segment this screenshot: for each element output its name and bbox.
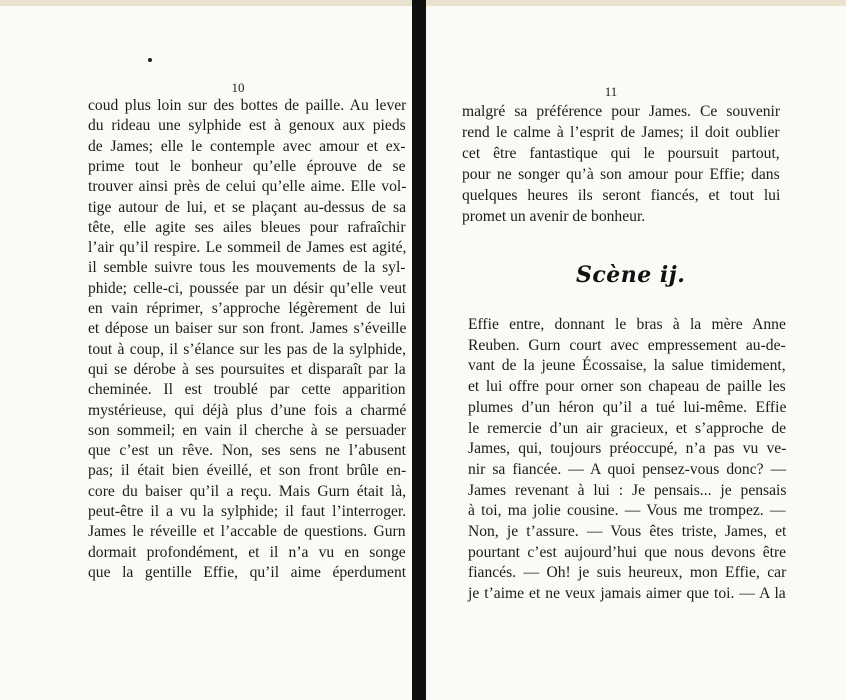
text-line: que la gentille Effie, qu’il aime éperdument (88, 563, 407, 581)
text-line: tige autour de lui, et se plaçant au-dessus de sa (88, 198, 406, 216)
text-line: quelques heures ils seront fiancés, et tout lui (462, 187, 781, 204)
text-line: phide; celle-ci, poussée par un désir qu’elle veut (88, 279, 407, 297)
text-line: cet être fantastique qui le poursuit partout, (462, 145, 780, 162)
ink-speck (148, 58, 152, 62)
text-line: James, qui, toujours préoccupé, n’a pas vu ve- (468, 440, 787, 458)
text-line: qui se dérobe à ses poursuites et disparaît par la (88, 360, 406, 378)
text-line: Effie entre, donnant le bras à la mère Anne (468, 316, 786, 333)
text-line: en vain réprimer, s’approche légèrement de lui (88, 300, 406, 317)
text-line: et lui offre pour orner son chapeau de paille les (468, 378, 786, 396)
text-line: rend le calme à l’esprit de James; il doit oublier (462, 124, 780, 141)
text-line: pour ne songer qu’à son amour pour Effie; dans (462, 166, 780, 183)
text-line: tout à coup, il s’élance sur les pas de la sylphide, (88, 340, 406, 358)
text-line: trouver ainsi près de celui qu’elle aime. Elle vol- (88, 178, 407, 196)
text-line: cheminée. Il est troublé par cette apparition (88, 381, 406, 399)
text-line: nir sa fiancée. — A quoi pensez-vous donc? — (468, 460, 787, 478)
text-line: du rideau une sylphide est à genoux aux pieds (88, 117, 406, 135)
text-line: James revenant à lui : Je pensais... je pensais (468, 481, 787, 499)
text-line: prime tout le bonheur qu’elle éprouve de se (88, 157, 406, 175)
text-line: promet un avenir de bonheur. (462, 208, 646, 225)
text-line: le remercie d’un air gracieux, et s’approche de (468, 419, 787, 437)
text-line: Reuben. Gurn court avec empressement au-de- (468, 336, 786, 354)
text-line: malgré sa préférence pour James. Ce souvenir (462, 103, 781, 120)
text-line: mystérieuse, qui déjà plus d’une fois a charmé (88, 401, 407, 419)
text-line: que c’est un rêve. Non, ses sens ne l’abusent (88, 442, 407, 460)
text-line: il semble suivre tous les mouvements de la syl- (88, 259, 406, 277)
text-line: je t’aime et ne veux jamais aimer que toi. — A la (468, 585, 786, 603)
text-line: vant de la jeune Écossaise, la salue timidement, (468, 357, 786, 375)
text-line: coud plus loin sur des bottes de paille. Au lever (88, 97, 407, 114)
text-line: de James; elle le contemple avec amour et ex- (88, 137, 406, 155)
right-page-top-edge (426, 0, 846, 6)
text-line: peut-être il a vu la sylphide; il faut l’interroger. (88, 503, 407, 520)
text-line: à toi, ma jolie cousine. — Vous me trompez. — (468, 502, 786, 520)
text-line: dormait profondément, et il n’a vu en songe (88, 543, 406, 561)
text-line: James le réveille et l’accable de questions. Gurn (88, 523, 406, 541)
text-line: core du baiser qu’il a reçu. Mais Gurn était là, (88, 482, 407, 500)
text-line: son sommeil; en vain il cherche à se persuader (88, 421, 407, 439)
book-gutter (412, 0, 426, 700)
scene-heading: Scène ij. (576, 262, 686, 288)
text-line: pourtant c’est aujourd’hui que nous devons être (468, 543, 787, 561)
left-page-top-edge (0, 0, 412, 6)
left-page-number: 10 (231, 80, 245, 95)
text-line: plumes d’un héron qu’il a tué lui-même. Effie (468, 398, 787, 416)
text-line: pas; il était bien éveillé, et son front brûle en- (88, 462, 407, 480)
text-line: l’air qu’il respire. Le sommeil de James est agité, (88, 239, 407, 257)
text-line: Non, je t’assure. — Vous êtes triste, James, et (468, 523, 787, 540)
right-page-number: 11 (604, 84, 618, 99)
text-line: tête, elle agite ses ailes bleues pour rafraîchir (88, 218, 406, 236)
text-line: fiancés. — Oh! je suis heureux, mon Effie, car (468, 564, 787, 582)
text-line: et dépose un baiser sur son front. James s’éveille (88, 320, 407, 338)
